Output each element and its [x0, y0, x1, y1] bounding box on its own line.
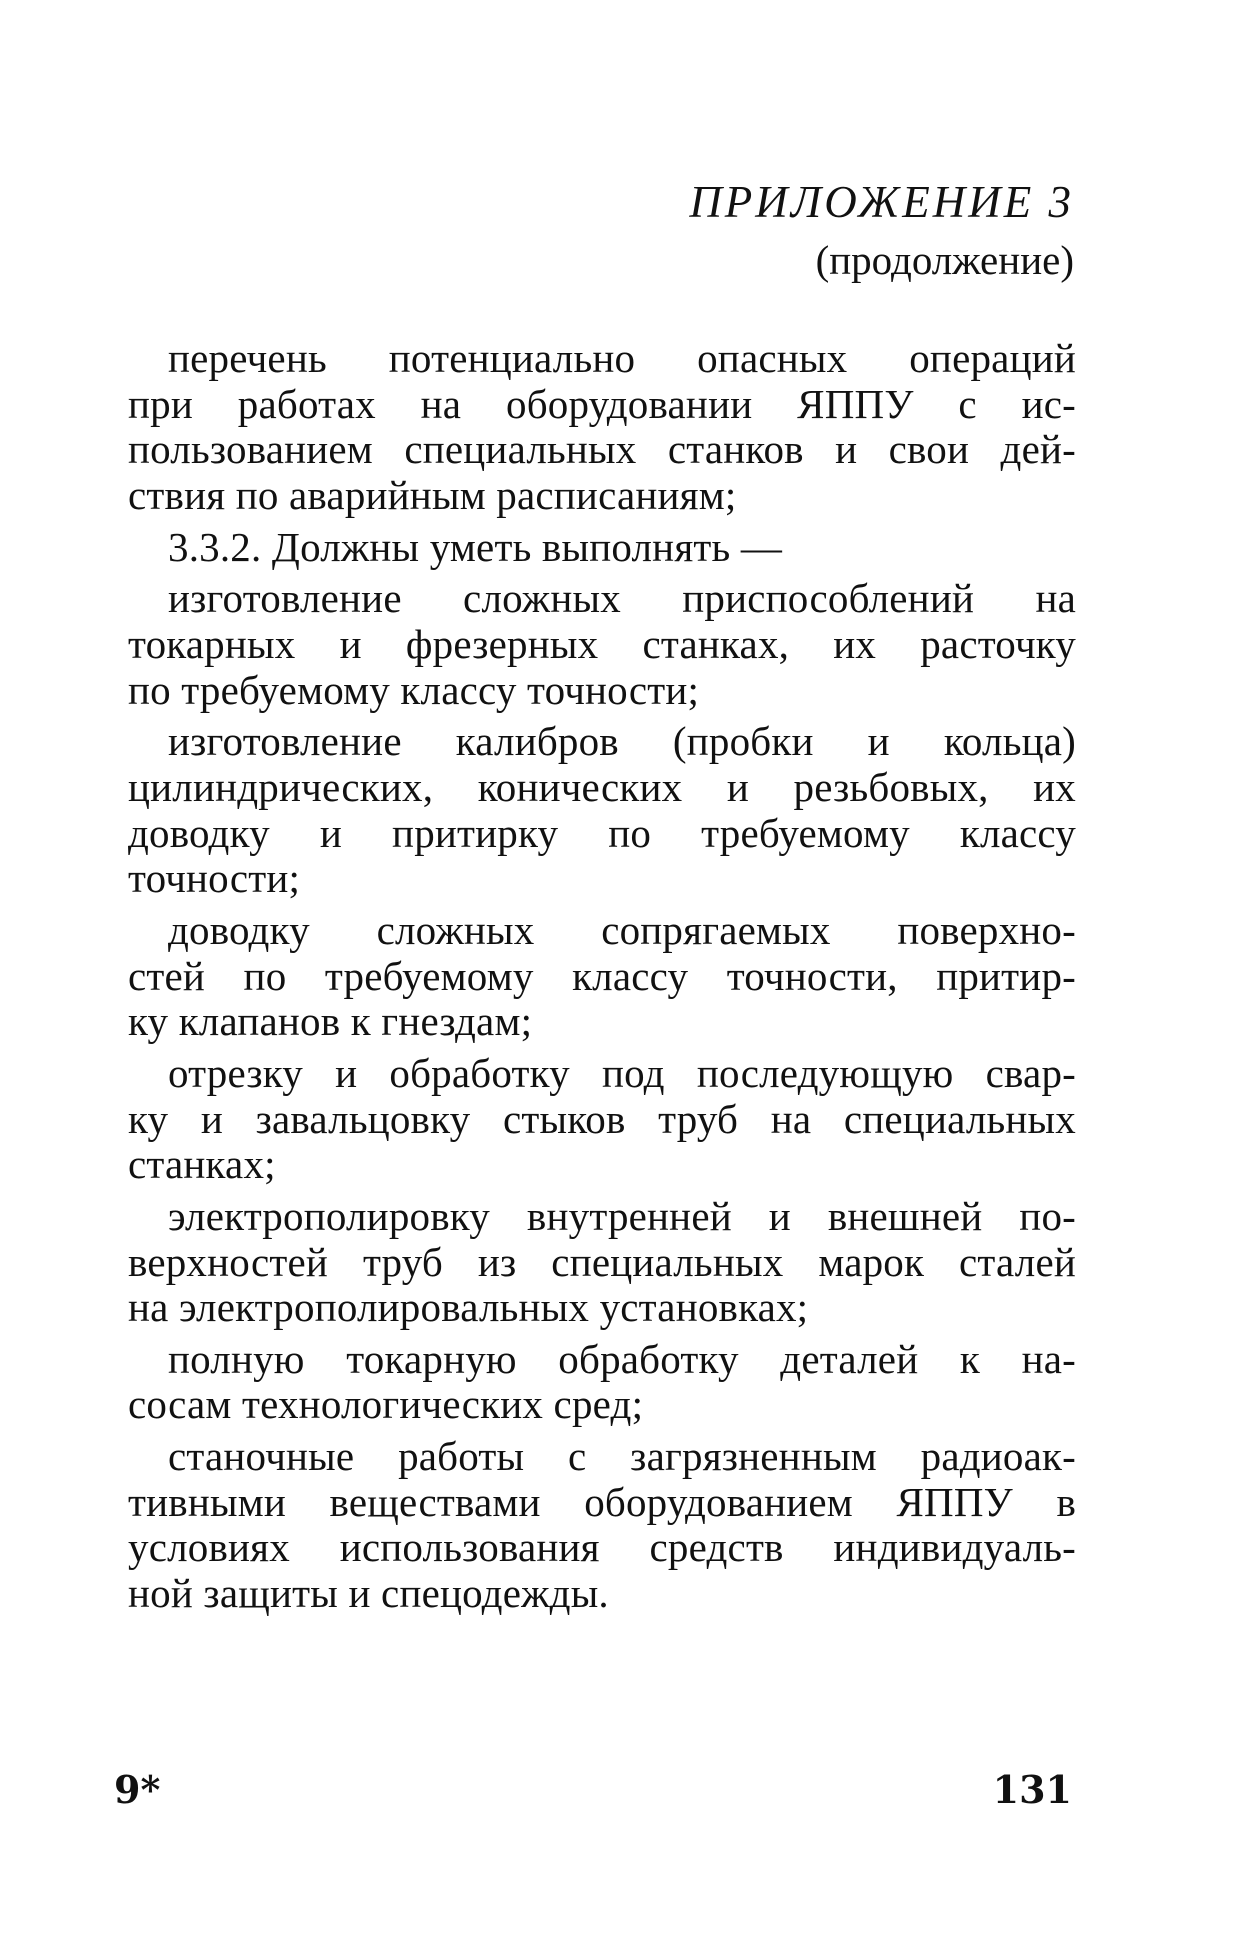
text-line: доводку и притирку по требуемому классу — [128, 810, 1076, 856]
text-line: сосам технологических сред; — [128, 1382, 644, 1428]
page-number: 131 — [992, 1767, 1072, 1812]
text-line: электрополировку внутренней и внешней по- — [168, 1193, 1076, 1239]
text-line: верхностей труб из специальных марок сталей — [128, 1239, 1076, 1285]
text-line: ку клапанов к гнездам; — [128, 999, 533, 1045]
text-line: изготовление сложных приспособлений на — [168, 576, 1076, 622]
text-line: ствия по аварийным расписаниям; — [128, 472, 737, 518]
text-line: 3.3.2. Должны уметь выполнять — — [168, 524, 783, 570]
text-line: условиях использования средств индивидуаль- — [128, 1525, 1076, 1571]
paragraph-gauges — [128, 719, 1076, 908]
text-line: перечень потенциально опасных операций — [168, 336, 1076, 381]
text-line: точности; — [128, 856, 301, 902]
paragraph-electropolishing — [128, 1194, 1076, 1337]
paragraph-fixtures — [128, 576, 1076, 719]
paragraph-hazardous-operations — [128, 336, 1076, 525]
text-line: полную токарную обработку деталей к на- — [168, 1336, 1076, 1382]
paragraph-mating-surfaces — [128, 908, 1076, 1051]
signature-mark: 9* — [114, 1767, 161, 1812]
text-line: цилиндрических, конических и резьбовых, их — [128, 764, 1076, 810]
paragraph-contaminated-equipment — [128, 1434, 1076, 1616]
text-line: станках; — [128, 1142, 276, 1188]
text-line: токарных и фрезерных станках, их расточку — [128, 621, 1076, 667]
appendix-heading — [689, 174, 1074, 288]
text-line: отрезку и обработку под последующую свар- — [168, 1050, 1076, 1096]
appendix-title: ПРИЛОЖЕНИЕ 3 — [689, 177, 1074, 227]
text-line: при работах на оборудовании ЯППУ с ис- — [128, 381, 1076, 427]
text-line: пользованием специальных станков и свои дей- — [128, 427, 1076, 473]
text-line: станочные работы с загрязненным радиоак- — [168, 1434, 1076, 1480]
paragraph-pump-parts — [128, 1337, 1076, 1434]
text-line: ной защиты и спецодежды. — [128, 1571, 609, 1617]
appendix-subtitle: (продолжение) — [815, 237, 1074, 283]
text-line: стей по требуемому классу точности, притир- — [128, 953, 1076, 999]
body-text — [128, 336, 1076, 1617]
text-line: доводку сложных сопрягаемых поверхно- — [168, 907, 1076, 953]
paragraph-section-3-3-2 — [128, 525, 1076, 577]
text-line: изготовление калибров (пробки и кольца) — [168, 719, 1076, 765]
text-line: ку и завальцовку стыков труб на специальных — [128, 1096, 1076, 1142]
text-line: по требуемому классу точности; — [128, 667, 700, 713]
text-line: на электрополировальных установках; — [128, 1285, 809, 1331]
paragraph-pipe-cutting — [128, 1051, 1076, 1194]
text-line: тивными веществами оборудованием ЯППУ в — [128, 1479, 1076, 1525]
